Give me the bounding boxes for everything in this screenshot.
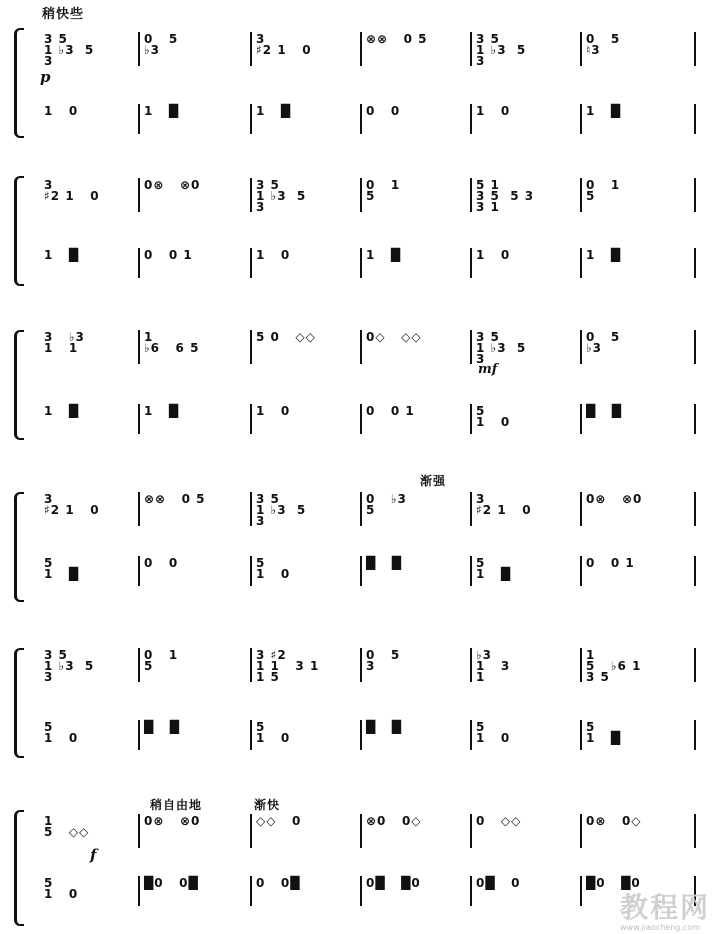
lower-measure-5: 5 1 0 xyxy=(476,720,511,745)
lower-measure-5: 0█ 0 xyxy=(476,876,521,890)
upper-measure-6: 0⊗ ⊗0 xyxy=(586,492,643,506)
barline xyxy=(470,178,472,212)
upper-measure-5: ♭3 1 3 1 xyxy=(476,648,511,684)
barline xyxy=(580,814,582,848)
barline xyxy=(580,556,582,586)
barline xyxy=(694,32,696,66)
lower-measure-5: 1 0 xyxy=(476,104,511,118)
barline xyxy=(138,648,140,682)
barline xyxy=(470,330,472,364)
barline xyxy=(138,404,140,434)
upper-measure-3: ◇◇ 0 xyxy=(256,814,302,828)
barline xyxy=(250,248,252,278)
barline xyxy=(250,32,252,66)
dynamic-f: f xyxy=(90,846,97,864)
barline xyxy=(250,330,252,364)
lower-measure-3: 5 1 0 xyxy=(256,720,291,745)
lower-measure-6: 0 0 1 xyxy=(586,556,635,570)
lower-measure-2: █0 0█ xyxy=(144,876,199,890)
lower-measure-4: █ █ xyxy=(366,556,402,570)
upper-measure-1: 3 ♯2 1 0 xyxy=(44,492,100,517)
lower-measure-1: 1 █ xyxy=(44,248,80,262)
upper-measure-2: 0⊗ ⊗0 xyxy=(144,178,201,192)
lower-measure-3: 1 0 xyxy=(256,404,291,418)
upper-measure-3: 3 5 1 ♭3 5 3 xyxy=(256,492,307,528)
lower-measure-4: █ █ xyxy=(366,720,402,734)
upper-measure-5: 3 5 1 ♭3 5 3 xyxy=(476,32,527,68)
barline xyxy=(694,248,696,278)
barline xyxy=(138,556,140,586)
watermark-url: www.jiaocheng.com xyxy=(620,923,700,932)
barline xyxy=(138,178,140,212)
barline xyxy=(360,32,362,66)
upper-measure-1: 1 5 ◇◇ xyxy=(44,814,90,839)
system-brace xyxy=(14,176,24,286)
barline xyxy=(694,404,696,434)
barline xyxy=(694,648,696,682)
upper-measure-4: 0 5 3 xyxy=(366,648,401,673)
lower-measure-4: 1 █ xyxy=(366,248,402,262)
upper-measure-1: 3 5 1 ♭3 5 3 xyxy=(44,32,95,68)
upper-measure-2: ⊗⊗ 0 5 xyxy=(144,492,206,506)
lower-measure-2: 0 0 xyxy=(144,556,179,570)
lower-measure-2: █ █ xyxy=(144,720,180,734)
barline xyxy=(470,556,472,586)
barline xyxy=(360,720,362,750)
lower-measure-6: █0 █0 xyxy=(586,876,641,890)
lower-measure-2: 0 0 1 xyxy=(144,248,193,262)
barline xyxy=(580,492,582,526)
upper-measure-5: 5 1 3 5 5 3 3 1 xyxy=(476,178,535,214)
tempo-marking: 稍快些 xyxy=(42,7,85,22)
barline xyxy=(250,814,252,848)
barline xyxy=(580,404,582,434)
accel-marking: 渐快 xyxy=(254,798,281,812)
barline xyxy=(138,104,140,134)
barline xyxy=(470,492,472,526)
upper-measure-2: 0⊗ ⊗0 xyxy=(144,814,201,828)
lower-measure-6: 5 1 █ xyxy=(586,720,622,745)
barline xyxy=(360,814,362,848)
upper-measure-6: 0 5 ♭3 xyxy=(586,330,621,355)
system-6 xyxy=(0,790,728,930)
barline xyxy=(580,876,582,906)
upper-measure-2: 0 1 5 xyxy=(144,648,179,673)
lower-measure-4: 0 0 xyxy=(366,104,401,118)
lower-measure-5: 5 1 █ xyxy=(476,556,512,581)
barline xyxy=(580,248,582,278)
upper-measure-5: 3 5 1 ♭3 5 3 xyxy=(476,330,527,366)
barline xyxy=(470,648,472,682)
upper-measure-4: ⊗⊗ 0 5 xyxy=(366,32,428,46)
lower-measure-1: 5 1 0 xyxy=(44,720,79,745)
lower-measure-1: 1 0 xyxy=(44,104,79,118)
barline xyxy=(138,814,140,848)
upper-measure-6: 0⊗ 0◇ xyxy=(586,814,642,828)
system-brace xyxy=(14,28,24,138)
barline xyxy=(470,104,472,134)
barline xyxy=(360,648,362,682)
barline xyxy=(250,720,252,750)
upper-measure-1: 3 5 1 ♭3 5 3 xyxy=(44,648,95,684)
lower-measure-6: █ █ xyxy=(586,404,622,418)
barline xyxy=(138,248,140,278)
upper-measure-6: 0 5 ♮3 xyxy=(586,32,621,57)
barline xyxy=(138,720,140,750)
barline xyxy=(360,492,362,526)
system-1 xyxy=(0,8,728,138)
upper-measure-3: 3 ♯2 1 0 xyxy=(256,32,312,57)
barline xyxy=(580,178,582,212)
lower-measure-5: 5 1 0 xyxy=(476,404,511,429)
barline xyxy=(360,248,362,278)
barline xyxy=(580,104,582,134)
barline xyxy=(250,492,252,526)
lower-measure-1: 5 1 0 xyxy=(44,876,79,901)
barline xyxy=(694,556,696,586)
system-brace xyxy=(14,330,24,440)
upper-measure-5: 3 ♯2 1 0 xyxy=(476,492,532,517)
upper-measure-4: ⊗0 0◇ xyxy=(366,814,422,828)
barline xyxy=(694,492,696,526)
upper-measure-3: 5 0 ◇◇ xyxy=(256,330,316,344)
system-brace xyxy=(14,810,24,926)
upper-measure-3: 3 ♯2 1 1 3 1 1 5 xyxy=(256,648,320,684)
barline xyxy=(138,492,140,526)
barline xyxy=(360,876,362,906)
barline xyxy=(470,248,472,278)
lower-measure-3: 0 0█ xyxy=(256,876,301,890)
barline xyxy=(360,556,362,586)
barline xyxy=(138,32,140,66)
barline xyxy=(138,330,140,364)
upper-measure-1: 3 ♭3 1 1 xyxy=(44,330,85,355)
barline xyxy=(470,32,472,66)
lower-measure-1: 5 1 █ xyxy=(44,556,80,581)
cresc-marking: 渐强 xyxy=(420,474,447,488)
system-brace xyxy=(14,492,24,602)
system-4 xyxy=(0,470,728,600)
upper-measure-4: 0◇ ◇◇ xyxy=(366,330,422,344)
barline xyxy=(580,32,582,66)
barline xyxy=(694,330,696,364)
barline xyxy=(250,648,252,682)
upper-measure-2: 1 ♭6 6 5 xyxy=(144,330,200,355)
lower-measure-4: 0█ █0 xyxy=(366,876,421,890)
upper-measure-6: 0 1 5 xyxy=(586,178,621,203)
upper-measure-2: 0 5 ♭3 xyxy=(144,32,179,57)
rubato-marking: 稍自由地 xyxy=(150,798,203,812)
upper-measure-4: 0 ♭3 5 xyxy=(366,492,407,517)
upper-measure-6: 1 5 ♭6 1 3 5 xyxy=(586,648,642,684)
barline xyxy=(694,720,696,750)
upper-measure-3: 3 5 1 ♭3 5 3 xyxy=(256,178,307,214)
barline xyxy=(694,104,696,134)
barline xyxy=(580,330,582,364)
barline xyxy=(360,104,362,134)
barline xyxy=(694,814,696,848)
lower-measure-2: 1 █ xyxy=(144,104,180,118)
barline xyxy=(138,876,140,906)
barline xyxy=(470,814,472,848)
watermark-logo: 教程网 xyxy=(619,891,710,924)
upper-measure-1: 3 ♯2 1 0 xyxy=(44,178,100,203)
lower-measure-3: 1 █ xyxy=(256,104,292,118)
lower-measure-6: 1 █ xyxy=(586,104,622,118)
barline xyxy=(470,404,472,434)
dynamic-mf: mf xyxy=(478,362,498,377)
barline xyxy=(360,404,362,434)
barline xyxy=(250,404,252,434)
lower-measure-1: 1 █ xyxy=(44,404,80,418)
lower-measure-3: 1 0 xyxy=(256,248,291,262)
upper-measure-5: 0 ◇◇ xyxy=(476,814,522,828)
barline xyxy=(580,720,582,750)
lower-measure-5: 1 0 xyxy=(476,248,511,262)
barline xyxy=(250,104,252,134)
dynamic-p: p xyxy=(40,68,51,86)
lower-measure-2: 1 █ xyxy=(144,404,180,418)
barline xyxy=(250,178,252,212)
barline xyxy=(470,876,472,906)
system-brace xyxy=(14,648,24,758)
upper-measure-4: 0 1 5 xyxy=(366,178,401,203)
lower-measure-4: 0 0 1 xyxy=(366,404,415,418)
barline xyxy=(360,330,362,364)
barline xyxy=(360,178,362,212)
lower-measure-3: 5 1 0 xyxy=(256,556,291,581)
barline xyxy=(694,178,696,212)
barline xyxy=(580,648,582,682)
barline xyxy=(470,720,472,750)
barline xyxy=(250,876,252,906)
lower-measure-6: 1 █ xyxy=(586,248,622,262)
barline xyxy=(250,556,252,586)
